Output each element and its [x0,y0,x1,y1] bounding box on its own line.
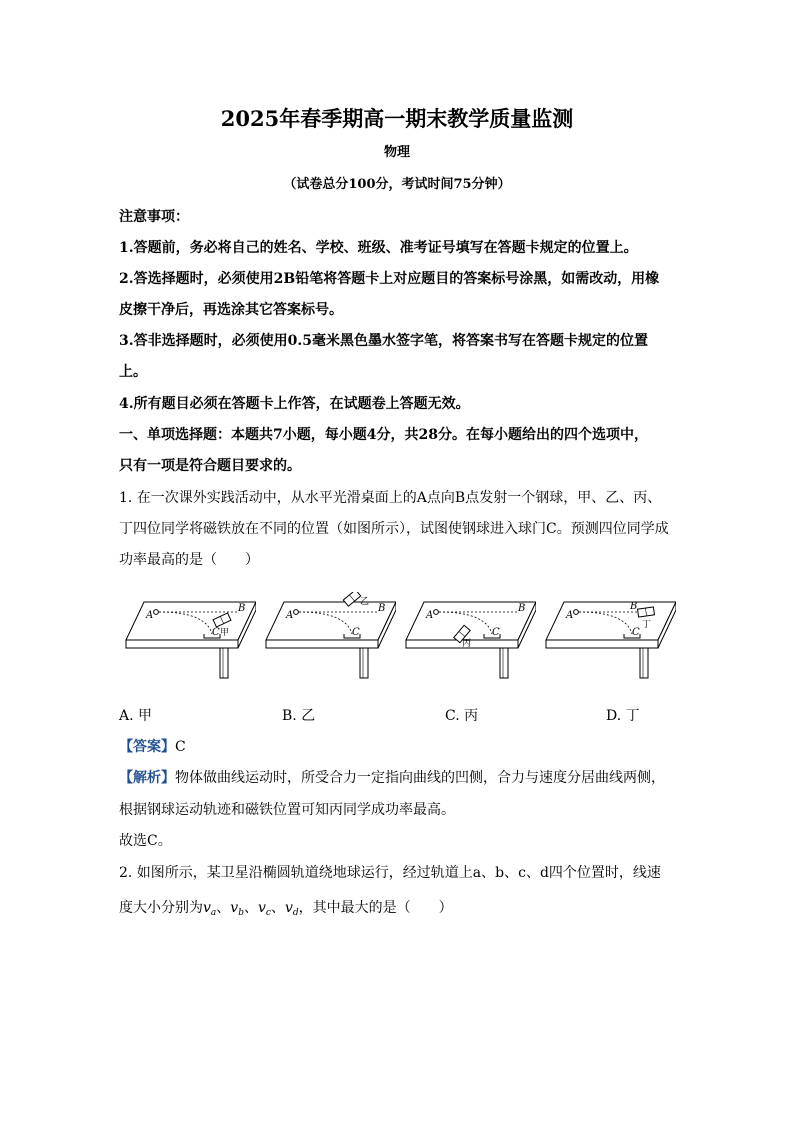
analysis-tag: 【解析】 [119,770,175,786]
point-b-label: B [630,601,638,612]
figure-jia [116,592,256,686]
point-b-label: B [378,603,386,614]
option-d: D. 丁 [606,708,640,724]
option-a: A. 甲 [119,708,153,724]
question-2-text: 2. 如图所示，某卫星沿椭圆轨道绕地球运行，经过轨道上a、b、c、d四个位置时，线速 [119,865,661,881]
notice-line: 2.答选择题时，必须使用2B铅笔将答题卡上对应题目的答案标号涂黑，如需改动，用橡 [119,271,660,287]
option-b: B. 乙 [282,708,316,724]
page-title: 2025年春季期高一期末教学质量监测 [220,106,574,131]
goal-label: C [352,627,360,638]
answer-value: C [175,739,186,755]
student-label: 丁 [642,620,652,630]
answer-tag: 【答案】 [119,739,175,755]
goal-label: C [632,627,640,638]
exam-info: （试卷总分100分，考试时间75分钟） [283,177,511,192]
velocity-symbol: v [230,900,239,916]
question-1-text: 1. 在一次课外实践活动中，从水平光滑桌面上的A点向B点发射一个钢球，甲、乙、丙、 [119,490,662,506]
notice-line: 4.所有题目必须在答题卡上作答，在试题卷上答题无效。 [119,396,470,412]
notice-line: 3.答非选择题时，必须使用0.5毫米黑色墨水签字笔，将答案书写在答题卡规定的位置 [119,333,648,349]
conclusion-line: 故选C。 [119,833,172,849]
notice-heading: 注意事项： [119,209,189,225]
option-c: C. 丙 [445,708,479,724]
figure-bing [396,592,536,686]
student-label: 乙 [360,597,370,607]
answer-line [119,737,186,757]
question-2-text-2: 度大小分别为$v_a$、$v_b$、$v_c$、$v_d$，其中最大的是（ ） [119,900,453,918]
notice-line: 1.答题前，务必将自己的姓名、学校、班级、准考证号填写在答题卡规定的位置上。 [119,240,638,256]
velocity-subscript: c [265,908,271,918]
point-b-label: B [238,603,246,614]
point-b-label: B [518,603,526,614]
velocity-symbol: v [203,900,211,916]
velocity-subscript: b [238,908,244,918]
student-label: 甲 [220,628,230,638]
goal-label: C [492,627,500,638]
analysis-text: 物体做曲线运动时，所受合力一定指向曲线的凹侧，合力与速度分居曲线两侧， [175,770,665,786]
student-label: 丙 [462,639,472,649]
figure-ding [536,592,676,686]
point-a-label: A [566,610,574,621]
analysis-line-2: 根据钢球运动轨迹和磁铁位置可知丙同学成功率最高。 [119,802,455,818]
velocity-symbol: v [284,900,293,916]
goal-label: C [212,627,220,638]
velocity-subscript: a [210,908,217,918]
subject-label: 物理 [383,145,410,160]
figure-yi [256,592,396,686]
section-heading: 一、单项选择题：本题共7小题，每小题4分，共28分。在每小题给出的四个选项中， [119,427,648,443]
question-1-figures [116,592,676,686]
analysis-line [119,768,665,788]
point-a-label: A [146,610,154,621]
velocity-subscript: d [292,908,299,918]
question-1-text: 丁四位同学将磁铁放在不同的位置（如图所示），试图使钢球进入球门C。预测四位同学成 [119,521,669,537]
velocity-symbol: v [257,900,266,916]
question-1-text: 功率最高的是（ ） [119,552,259,568]
point-a-label: A [426,610,434,621]
section-heading-cont: 只有一项是符合题目要求的。 [119,458,301,474]
notice-line: 皮擦干净后，再选涂其它答案标号。 [119,302,343,318]
notice-line: 上。 [119,364,147,380]
point-a-label: A [286,610,294,621]
